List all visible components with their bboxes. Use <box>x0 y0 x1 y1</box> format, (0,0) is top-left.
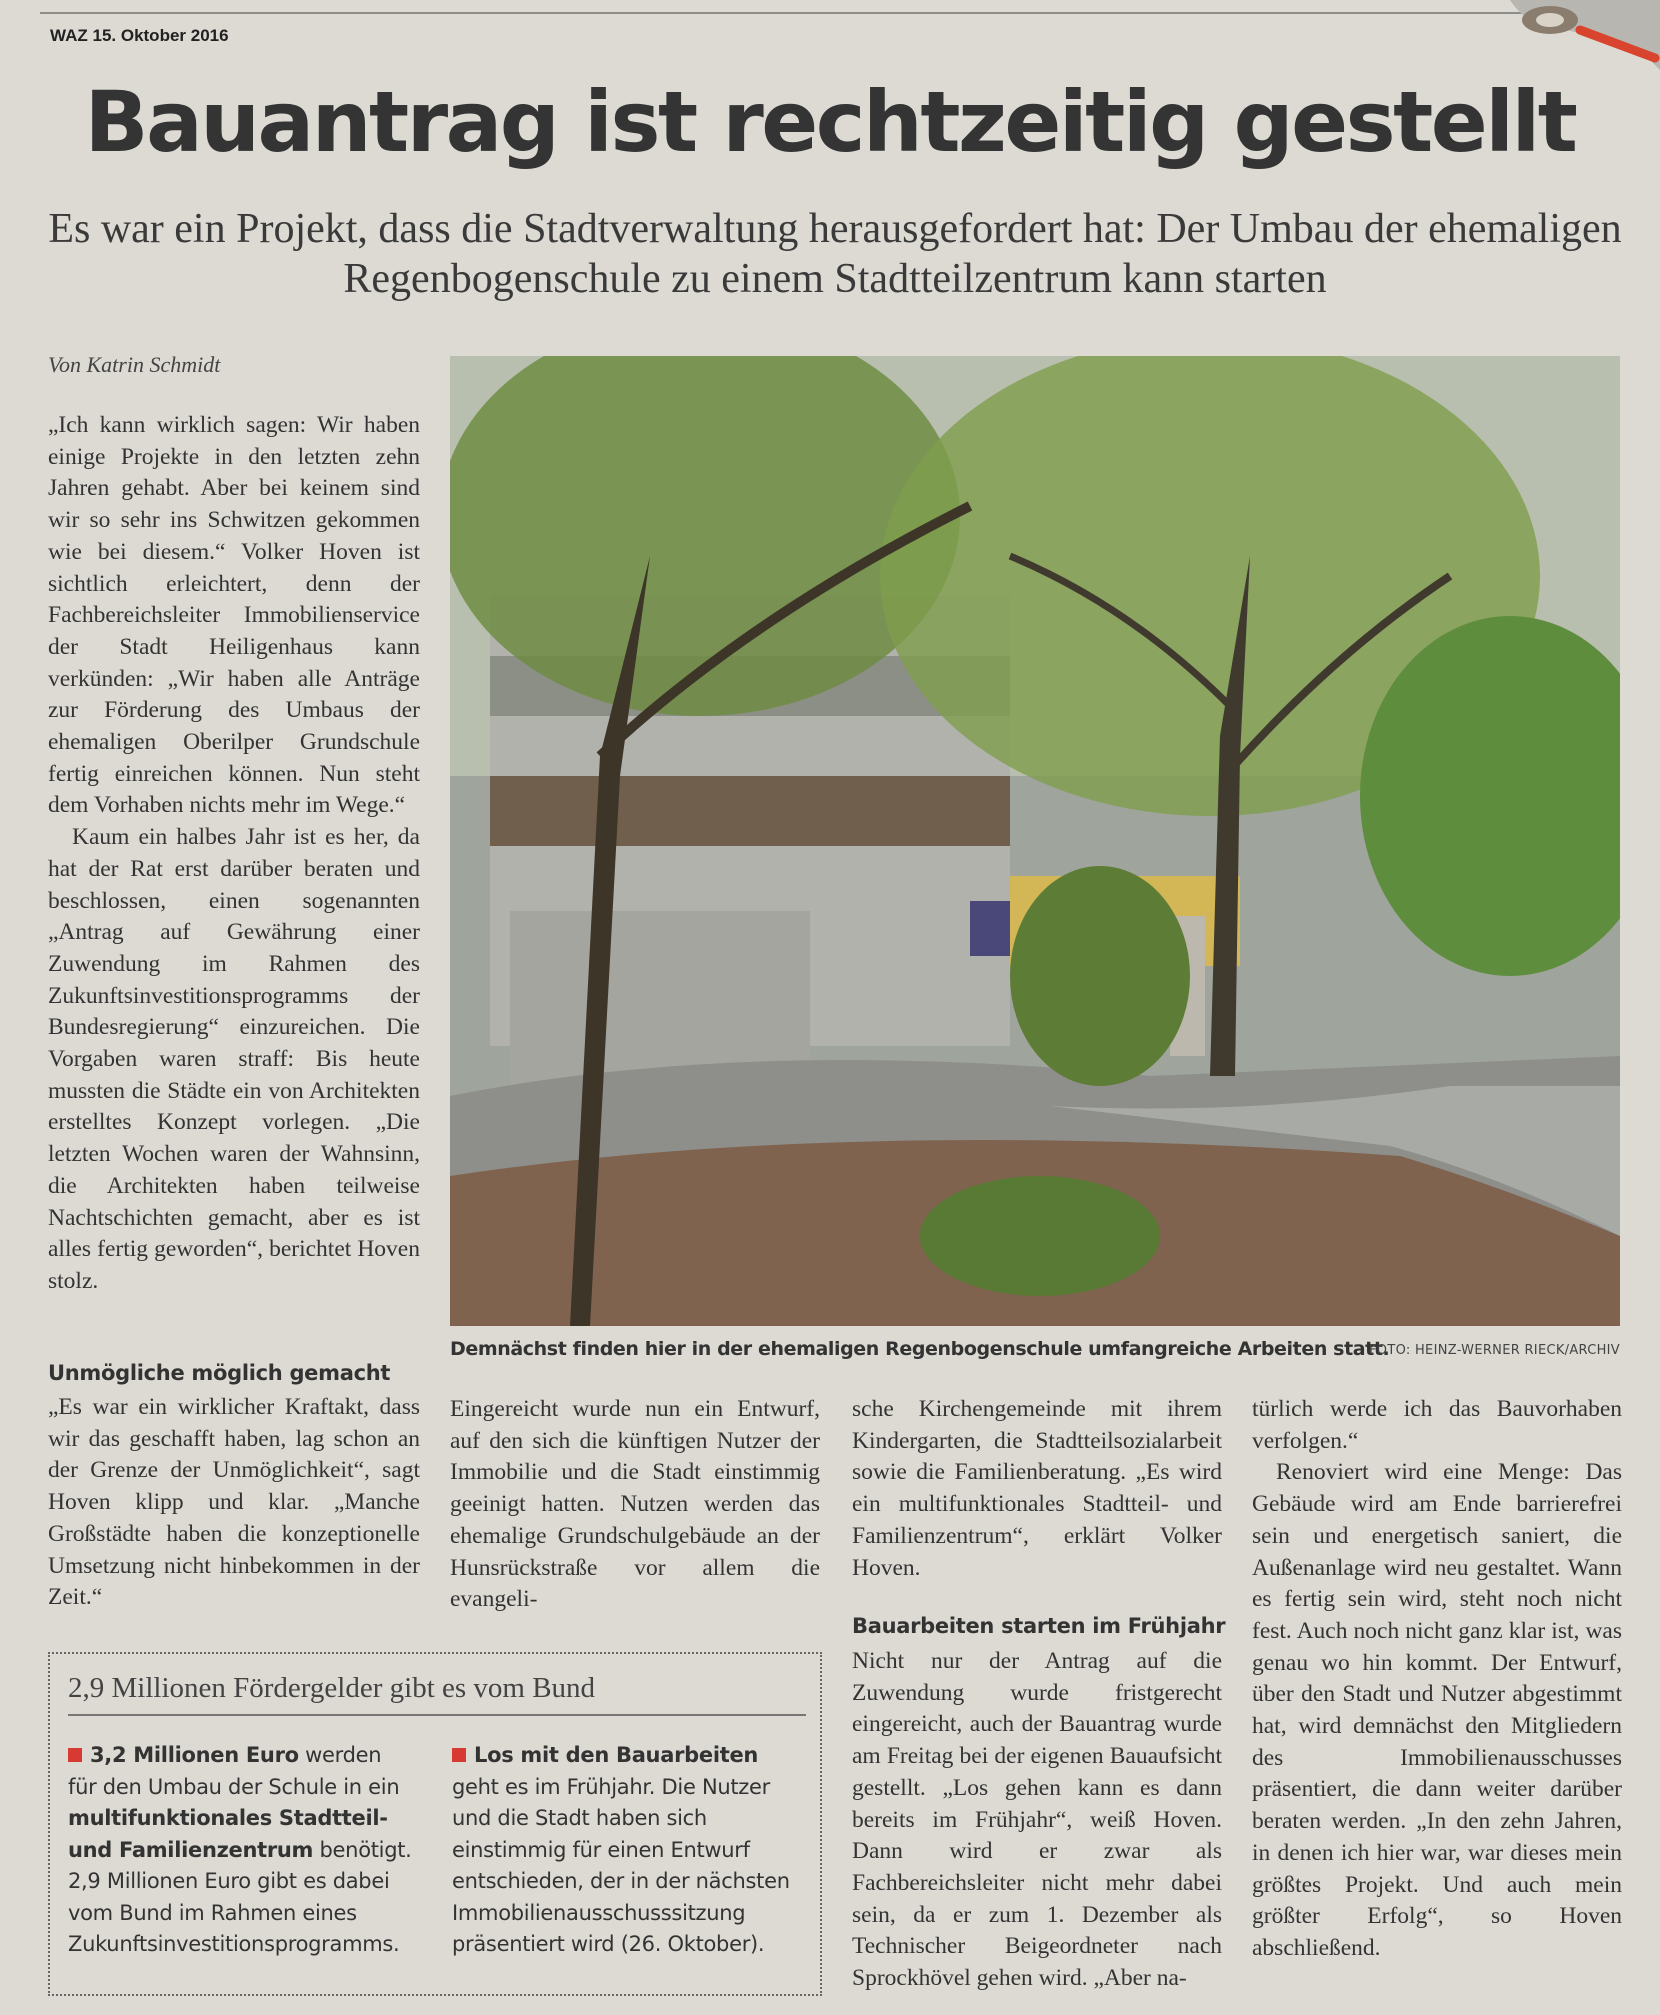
info-box-right: Los mit den Bauarbeiten geht es im Frühjahr. Die Nutzer und die Stadt haben sich einstimmig für einen Entwurf entschieden, der in der nächsten Immobilienausschusssitzung präsentiert wird (26. Oktober). <box>452 1743 790 1956</box>
subheadline: Es war ein Projekt, dass die Stadtverwaltung herausgefordert hat: Der Umbau der ehemaligen Regenbogenschule zu einem Stadtteilzentrum kann starten <box>48 206 1622 302</box>
corner-decoration-icon <box>1490 0 1660 80</box>
column-3 <box>852 1394 1222 1584</box>
top-rule <box>40 12 1640 14</box>
paragraph: „Es war ein wirklicher Kraftakt, dass wir das geschafft haben, lag schon an der Grenze der Unmöglichkeit“, sagt Hoven klipp und klar. „Manche Großstädte haben die konzeptionelle Umsetzung nicht hinbekommen in der Zeit.“ <box>48 1394 420 1611</box>
bullet-square-icon <box>68 1748 82 1762</box>
school-photo <box>450 356 1620 1326</box>
column-1 <box>48 410 420 1298</box>
paragraph: sche Kirchengemeinde mit ihrem Kindergarten, die Stadtteilsozialarbeit sowie die Familienberatung. „Es wird ein multifunktionales Stadtteil- und Familienzentrum“, erklärt Volker Hoven. <box>852 1396 1222 1581</box>
paragraph: Renoviert wird eine Menge: Das Gebäude wird am Ende barrierefrei sein und energetisch saniert, die Außenanlage wird neu gestaltet. Wann es fertig sein wird, steht noch nicht fest. Auch noch nicht ganz klar ist, was genau wo hin kommt. Der Entwurf, über den Stadt und Nutzer abgestimmt hat, wird demnächst den Mitgliedern des Immobilienausschusses präsentiert, die dann weiter darüber beraten werden. „In den zehn Jahren, in denen ich hier war, war dieses mein größtes Projekt. Und auch mein größter Erfolg“, so Hoven abschließend. <box>1252 1459 1622 1961</box>
bullet-square-icon <box>452 1748 466 1762</box>
source-line: WAZ 15. Oktober 2016 <box>50 26 229 45</box>
headline: Bauantrag ist rechtzeitig gestellt <box>84 73 1576 171</box>
column-4 <box>1252 1394 1622 1965</box>
column-2 <box>450 1394 820 1616</box>
section-heading: Bauarbeiten starten im Frühjahr <box>852 1614 1226 1638</box>
paragraph: Kaum ein halbes Jahr ist es her, da hat der Rat erst darüber beraten und beschlossen, einen sogenannten „Antrag auf Gewährung einer Zuwendung im Rahmen des Zukunftsinvestitionsprogramms der Bundesregierung“ einzureichen. Die Vorgaben waren straff: Bis heute mussten die Städte ein von Architekten erstelltes Konzept vorlegen. „Die letzten Wochen waren der Wahnsinn, die Architekten haben teilweise Nachtschichten gemacht, aber es ist alles fertig geworden“, berichtet Hoven stolz. <box>48 824 420 1294</box>
photo-credit: FOTO: HEINZ-WERNER RIECK/ARCHIV <box>1369 1343 1620 1358</box>
paragraph: „Ich kann wirklich sagen: Wir haben einige Projekte in den letzten zehn Jahren gehabt. Aber bei keinem sind wir so sehr ins Schwitzen gekommen wie bei diesem.“ Volker Hoven ist sichtlich erleichtert, denn der Fachbereichsleiter Immobilienservice der Stadt Heiligenhaus kann verkünden: „Wir haben alle Anträge zur Förderung des Umbaus der ehemaligen Oberilper Grundschule fertig einreichen können. Nun steht dem Vorhaben nichts mehr im Wege.“ <box>48 412 420 819</box>
paragraph: türlich werde ich das Bauvorhaben verfolgen.“ <box>1252 1396 1622 1454</box>
byline: Von Katrin Schmidt <box>48 352 221 377</box>
info-box <box>48 1652 822 1996</box>
info-box-title: 2,9 Millionen Fördergelder gibt es vom Bund <box>68 1672 596 1704</box>
info-box-divider <box>68 1714 806 1716</box>
paragraph: Nicht nur der Antrag auf die Zuwendung wurde fristgerecht eingereicht, auch der Bauantrag wurde am Freitag bei der eigenen Bauaufsicht gestellt. „Los gehen kann es dann bereits im Frühjahr“, weiß Hoven. Dann wird er zwar als Fachbereichsleiter nicht mehr dabei sein, da er zum 1. Dezember als Technischer Beigeordneter nach Sprockhövel gehen wird. „Aber na- <box>852 1648 1222 1992</box>
section-heading: Unmögliche möglich gemacht <box>48 1361 391 1385</box>
column-3-continued <box>852 1646 1222 1995</box>
photo-caption: Demnächst finden hier in der ehemaligen Regenbogenschule umfangreiche Arbeiten statt. <box>450 1338 1390 1360</box>
paragraph: Eingereicht wurde nun ein Entwurf, auf den sich die künftigen Nutzer der Immobilie und die Stadt einstimmig geeinigt hatten. Nutzen werden das ehemalige Grundschulgebäude an der Hunsrückstraße vor allem die evangeli- <box>450 1396 820 1613</box>
column-1-continued <box>48 1392 420 1614</box>
info-box-left: 3,2 Millionen Euro werden für den Umbau der Schule in ein multifunktionales Stadtteil- und Familienzentrum benötigt. 2,9 Millionen Euro gibt es dabei vom Bund im Rahmen eines Zukunftsinvestitionsprogramms. <box>68 1743 412 1956</box>
school-building-image <box>450 356 1620 1326</box>
